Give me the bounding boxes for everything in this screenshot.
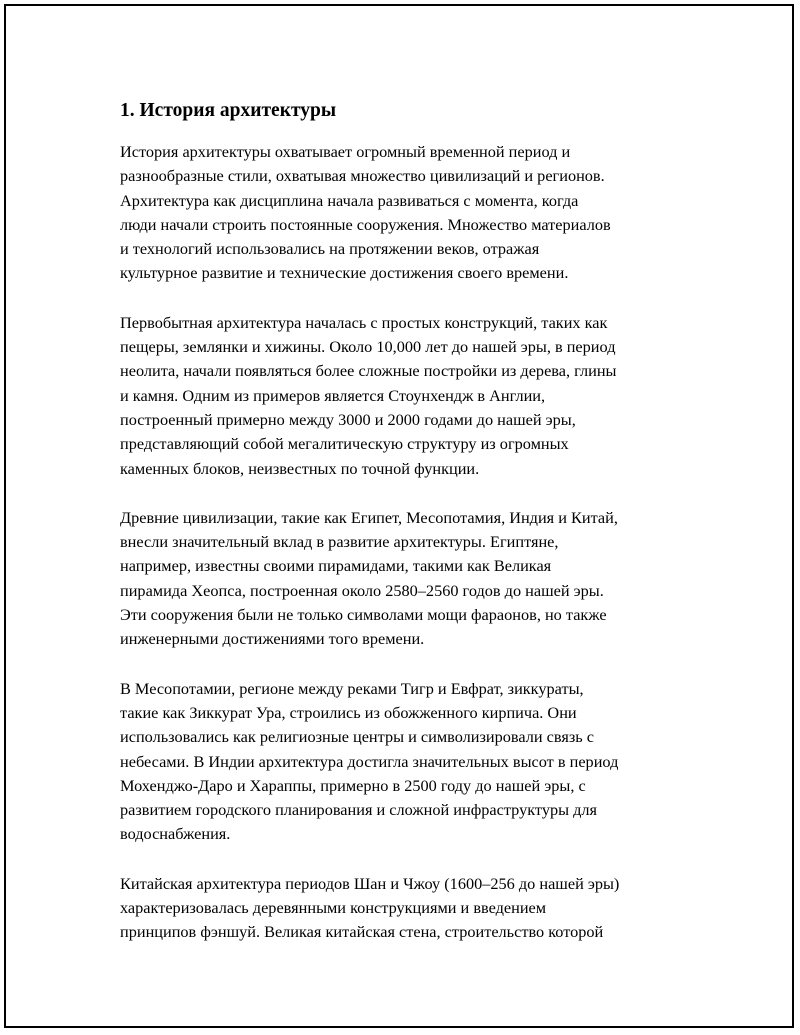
text-line: водоснабжения. bbox=[120, 824, 231, 844]
text-line: использовались как религиозные центры и символизировали связь с bbox=[120, 727, 594, 747]
text-line: История архитектуры охватывает огромный временной период и bbox=[120, 142, 571, 161]
text-line: внесли значительный вклад в развитие архитектуры. Египтяне, bbox=[120, 532, 559, 552]
text-line: каменных блоков, неизвестных по точной функции. bbox=[120, 458, 480, 478]
page-frame bbox=[4, 4, 794, 1028]
text-line: и камня. Одним из примеров является Стоунхендж в Англии, bbox=[120, 385, 546, 405]
text-line: представляющий собой мегалитическую структуру из огромных bbox=[120, 434, 569, 454]
text-line: построенный примерно между 3000 и 2000 годами до нашей эры, bbox=[120, 409, 576, 429]
text-line: инженерными достижениями того времени. bbox=[120, 629, 425, 649]
paragraph-2 bbox=[120, 311, 692, 481]
document-content bbox=[120, 99, 692, 970]
text-line: например, известны своими пирамидами, такими как Великая bbox=[120, 556, 552, 576]
text-line: Эти сооружения были не только символами мощи фараонов, но также bbox=[120, 605, 607, 625]
text-line: неолита, начали появляться более сложные постройки из дерева, глины bbox=[120, 361, 617, 381]
text-line: Китайская архитектура периодов Шан и Чжоу (1600–256 до нашей эры) bbox=[120, 873, 620, 893]
text-line: люди начали строить постоянные сооружения. Множество материалов bbox=[120, 214, 611, 234]
paragraph-5 bbox=[120, 872, 692, 945]
text-line: небесами. В Индии архитектура достигла значительных высот в период bbox=[120, 751, 619, 771]
paragraph-1 bbox=[120, 140, 692, 286]
section-heading: 1. История архитектуры bbox=[120, 100, 337, 121]
text-line: культурное развитие и технические достижения своего времени. bbox=[120, 263, 569, 283]
text-line: Древние цивилизации, такие как Египет, Месопотамия, Индия и Китай, bbox=[120, 507, 618, 527]
text-line: и технологий использовались на протяжении веков, отражая bbox=[120, 239, 540, 259]
text-line: принципов фэншуй. Великая китайская стена, строительство которой bbox=[120, 922, 604, 942]
text-line: Архитектура как дисциплина начала развиваться с момента, когда bbox=[120, 190, 579, 210]
text-line: такие как Зиккурат Ура, строились из обожженного кирпича. Они bbox=[120, 702, 577, 722]
text-line: Первобытная архитектура началась с простых конструкций, таких как bbox=[120, 312, 608, 332]
text-line: развитием городского планирования и сложной инфраструктуры для bbox=[120, 800, 598, 820]
text-line: В Месопотамии, регионе между реками Тигр и Евфрат, зиккураты, bbox=[120, 678, 584, 698]
paragraph-3 bbox=[120, 506, 692, 652]
paragraph-4 bbox=[120, 677, 692, 847]
text-line: Мохенджо-Даро и Хараппы, примерно в 2500 году до нашей эры, с bbox=[120, 775, 586, 795]
text-line: пирамида Хеопса, построенная около 2580–2560 годов до нашей эры. bbox=[120, 580, 604, 600]
text-line: характеризовалась деревянными конструкциями и введением bbox=[120, 898, 547, 918]
text-line: пещеры, землянки и хижины. Около 10,000 лет до нашей эры, в период bbox=[120, 337, 616, 357]
text-line: разнообразные стили, охватывая множество цивилизаций и регионов. bbox=[120, 166, 605, 186]
